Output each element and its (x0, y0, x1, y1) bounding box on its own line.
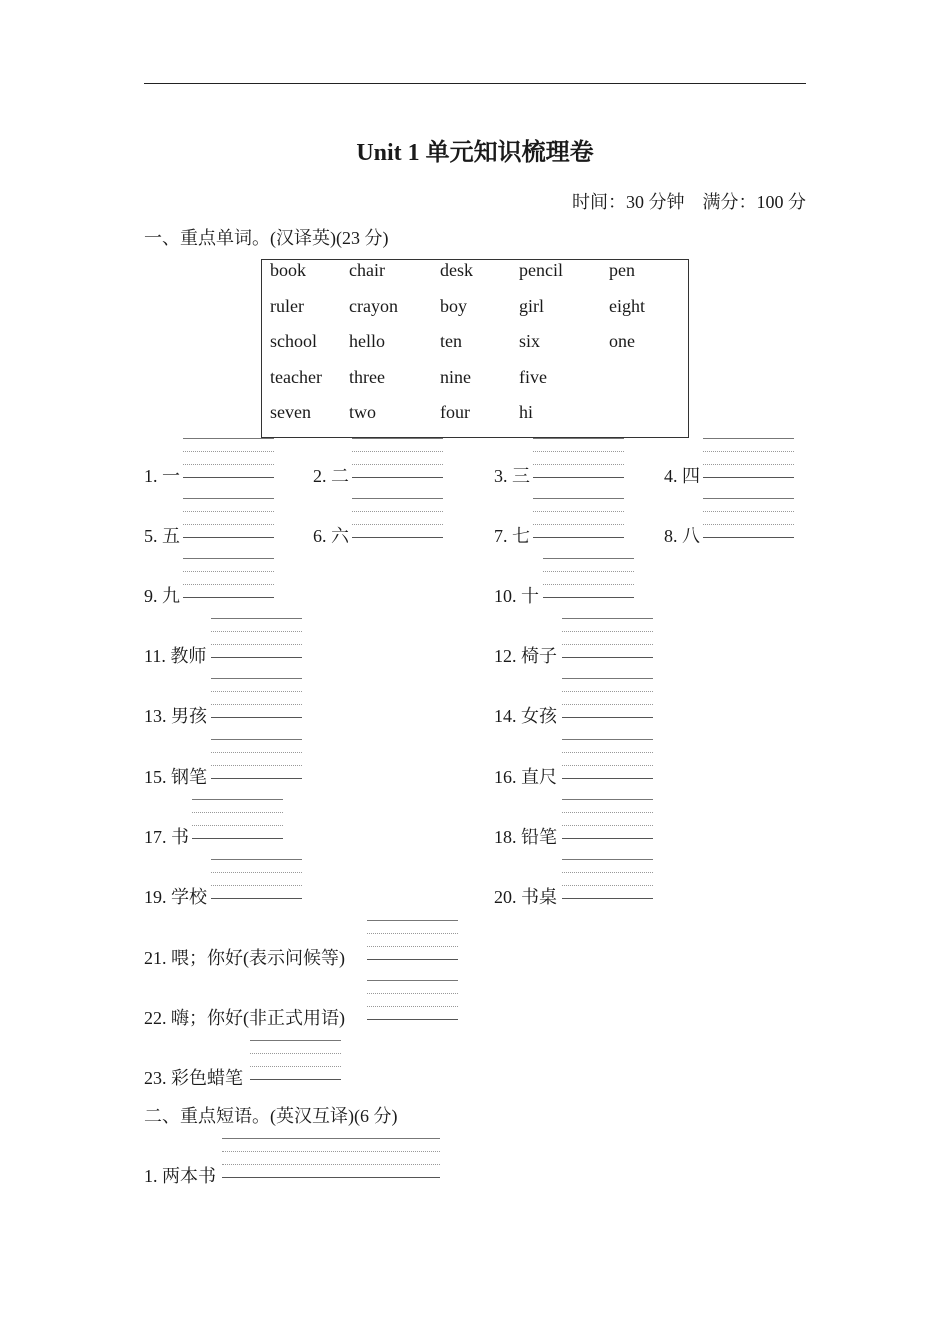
word-bank-item: one (609, 331, 635, 351)
question-label: 15. 钢笔 (144, 767, 207, 787)
word-bank-item: pen (609, 260, 635, 280)
question-label: 2. 二 (313, 466, 349, 486)
answer-blank[interactable] (562, 739, 653, 779)
question-label: 17. 书 (144, 827, 189, 847)
page-title: Unit 1 单元知识梳理卷 (356, 140, 594, 166)
answer-blank[interactable] (211, 618, 302, 658)
word-bank-item: eight (609, 296, 645, 316)
answer-blank[interactable] (183, 438, 274, 478)
question-label: 18. 铅笔 (494, 827, 557, 847)
word-bank-item: two (349, 402, 376, 422)
answer-blank[interactable] (192, 799, 283, 839)
answer-blank[interactable] (703, 498, 794, 538)
question-label: 16. 直尺 (494, 767, 557, 787)
question-label: 10. 十 (494, 586, 539, 606)
word-bank-box (261, 259, 689, 438)
word-bank-item: hi (519, 402, 534, 422)
word-bank-item: boy (440, 296, 467, 316)
question-label: 6. 六 (313, 526, 349, 546)
question-label: 22. 嗨；你好(非正式用语) (144, 1008, 345, 1028)
question-label: 14. 女孩 (494, 706, 557, 726)
question-label: 11. 教师 (144, 646, 207, 666)
word-bank-item: five (519, 367, 547, 387)
question-label: 21. 喂；你好(表示问候等) (144, 948, 345, 968)
question-label: 1. 一 (144, 466, 180, 486)
question-label: 20. 书桌 (494, 887, 557, 907)
answer-blank[interactable] (367, 980, 458, 1020)
answer-blank[interactable] (211, 678, 302, 718)
answer-blank[interactable] (367, 920, 458, 960)
answer-blank[interactable] (183, 558, 274, 598)
answer-blank[interactable] (352, 498, 443, 538)
section-2-heading: 二、重点短语。(英汉互译)(6 分) (144, 1106, 398, 1126)
word-bank-item: book (270, 260, 306, 280)
answer-blank[interactable] (562, 618, 653, 658)
question-label: 1. 两本书 (144, 1166, 216, 1186)
word-bank-item: crayon (349, 296, 398, 316)
word-bank-item: girl (519, 296, 544, 316)
question-label: 8. 八 (664, 526, 700, 546)
word-bank-item: seven (270, 402, 311, 422)
answer-blank[interactable] (562, 678, 653, 718)
word-bank-item: ten (440, 331, 462, 351)
answer-blank[interactable] (703, 438, 794, 478)
question-label: 4. 四 (664, 466, 700, 486)
question-label: 23. 彩色蜡笔 (144, 1068, 243, 1088)
word-bank-item: hello (349, 331, 385, 351)
answer-blank[interactable] (562, 859, 653, 899)
word-bank-item: ruler (270, 296, 304, 316)
word-bank-item: four (440, 402, 470, 422)
word-bank-item: nine (440, 367, 471, 387)
word-bank-item: school (270, 331, 317, 351)
section-1-heading: 一、重点单词。(汉译英)(23 分) (144, 228, 389, 248)
answer-blank[interactable] (222, 1138, 440, 1178)
word-bank-item: chair (349, 260, 385, 280)
time-score-info: 时间：30 分钟 满分：100 分 (572, 192, 806, 212)
word-bank-item: six (519, 331, 541, 351)
answer-blank[interactable] (533, 498, 624, 538)
question-label: 3. 三 (494, 466, 530, 486)
word-bank-item: desk (440, 260, 473, 280)
question-label: 7. 七 (494, 526, 530, 546)
question-label: 19. 学校 (144, 887, 207, 907)
question-label: 12. 椅子 (494, 646, 557, 666)
word-bank-item: three (349, 367, 385, 387)
header-rule (144, 83, 806, 84)
word-bank-item: pencil (519, 260, 563, 280)
question-label: 5. 五 (144, 526, 180, 546)
question-label: 9. 九 (144, 586, 180, 606)
answer-blank[interactable] (562, 799, 653, 839)
answer-blank[interactable] (543, 558, 634, 598)
answer-blank[interactable] (533, 438, 624, 478)
answer-blank[interactable] (211, 739, 302, 779)
answer-blank[interactable] (250, 1040, 341, 1080)
answer-blank[interactable] (211, 859, 302, 899)
answer-blank[interactable] (352, 438, 443, 478)
answer-blank[interactable] (183, 498, 274, 538)
word-bank-item: teacher (270, 367, 322, 387)
question-label: 13. 男孩 (144, 706, 207, 726)
